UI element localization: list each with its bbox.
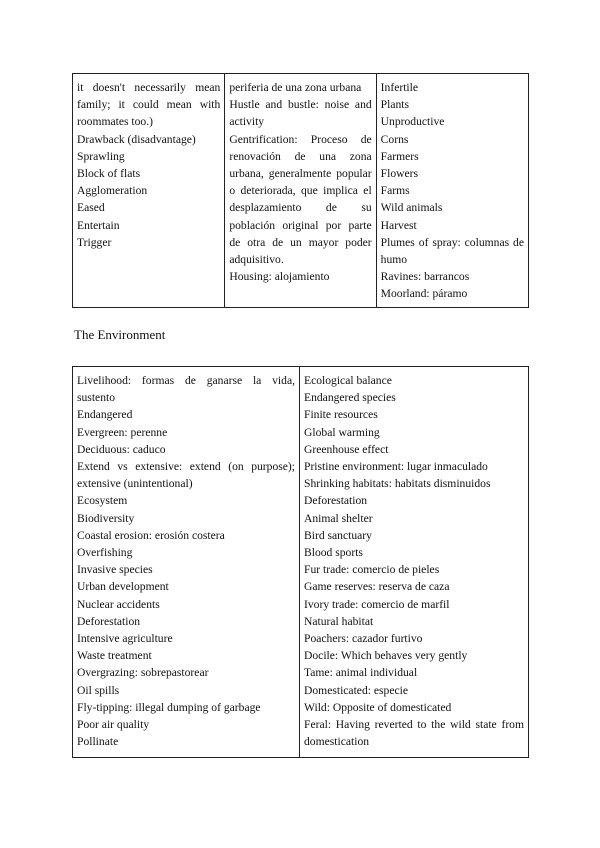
table2-entry: Wild: Opposite of domesticated	[304, 700, 452, 714]
table2-entry: Endangered	[77, 408, 133, 422]
table2-column-2	[299, 367, 528, 757]
table1-column-1	[73, 74, 224, 307]
table1-entry: Farmers	[380, 149, 419, 163]
table2-entry: Ecological balance	[304, 374, 392, 387]
table1-entry: Ravines: barrancos	[380, 270, 470, 284]
table2-entry: Game reserves: reserva de caza	[304, 580, 450, 594]
table2-entry: Evergreen: perenne	[77, 425, 168, 439]
table2-entry: Deciduous: caduco	[77, 442, 166, 456]
table2-entry: Fly-tipping: illegal dumping of garbage	[77, 700, 261, 714]
table1-entry: Gentrification: Proceso de renovación de una zona urbana, generalmente popular o deteriorada, que implica el desplazamiento de su población original por parte de otra de un mayor poder adquisitivo.	[229, 132, 372, 267]
table2-entry: Ecosystem	[77, 494, 128, 508]
table2-entry: Blood sports	[304, 546, 363, 560]
table2-entry: Nuclear accidents	[77, 597, 160, 611]
table1-entry: Housing: alojamiento	[229, 270, 330, 284]
table1-entry: Block of flats	[77, 167, 141, 181]
table1-entry: Moorland: páramo	[380, 287, 468, 301]
table1-entry: it doesn't necessarily mean family; it could mean with roommates too.)	[77, 81, 221, 129]
vocabulary-table-urban-rural	[72, 73, 529, 308]
table1-entry: Plumes of spray: columnas de humo	[380, 235, 524, 267]
table2-entry: Ivory trade: comercio de marfil	[304, 597, 450, 611]
table2-entry: Greenhouse effect	[304, 442, 389, 456]
table2-entry: Pollinate	[77, 735, 119, 749]
table1-entry: Entertain	[77, 218, 120, 232]
table2-entry: Intensive agriculture	[77, 632, 173, 646]
table1-entry: Harvest	[380, 218, 417, 232]
table1-entry: Wild animals	[380, 201, 443, 215]
table1-entry: periferia de una zona urbana	[229, 81, 362, 94]
table2-entry: Endangered species	[304, 391, 396, 405]
table2-entry: Pristine environment: lugar inmaculado	[304, 460, 488, 474]
table2-entry: Feral: Having reverted to the wild state from domestication	[304, 718, 524, 749]
table2-entry: Overfishing	[77, 546, 133, 560]
table2-entry: Natural habitat	[304, 614, 374, 628]
table2-entry: Fur trade: comercio de pieles	[304, 563, 440, 577]
table2-entry: Shrinking habitats: habitats disminuidos	[304, 477, 491, 491]
table2-entry: Poachers: cazador furtivo	[304, 632, 423, 646]
table2-entry: Animal shelter	[304, 511, 373, 525]
table2-entry: Finite resources	[304, 408, 378, 422]
table2-entry: Docile: Which behaves very gently	[304, 649, 468, 663]
table1-column-2	[224, 74, 375, 307]
table2-entry: Poor air quality	[77, 718, 150, 732]
table2-column-1	[73, 367, 299, 757]
table1-entry: Infertile	[380, 81, 419, 94]
table1-entry: Corns	[380, 132, 409, 146]
table2-entry: Tame: animal individual	[304, 666, 418, 680]
table2-entry: Domesticated: especie	[304, 683, 408, 697]
table1-entry: Trigger	[77, 235, 112, 249]
section-heading: The Environment	[74, 327, 166, 342]
table1-entry: Drawback (disadvantage)	[77, 132, 196, 146]
table2-entry: Biodiversity	[77, 511, 135, 525]
table2-entry: Global warming	[304, 425, 380, 439]
table1-entry: Plants	[380, 98, 410, 112]
table1-entry: Flowers	[380, 167, 419, 181]
table2-entry: Oil spills	[77, 683, 120, 697]
table1-column-3	[376, 74, 528, 307]
table1-entry: Unproductive	[380, 115, 445, 129]
table2-entry: Overgrazing: sobrepastorear	[77, 666, 209, 680]
table1-entry: Sprawling	[77, 149, 125, 163]
table1-entry: Eased	[77, 201, 105, 215]
table2-entry: Deforestation	[77, 614, 141, 628]
table2-entry: Waste treatment	[77, 649, 152, 663]
table2-entry: Livelihood: formas de ganarse la vida, sustento	[77, 374, 295, 405]
vocabulary-table-environment	[72, 366, 529, 758]
table2-entry: Coastal erosion: erosión costera	[77, 528, 225, 542]
table1-entry: Hustle and bustle: noise and activity	[229, 98, 372, 129]
table1-entry: Farms	[380, 184, 410, 198]
table2-entry: Urban development	[77, 580, 169, 594]
table2-entry: Invasive species	[77, 563, 153, 577]
table2-entry: Deforestation	[304, 494, 368, 508]
table1-entry: Agglomeration	[77, 184, 148, 198]
table2-entry: Extend vs extensive: extend (on purpose); extensive (unintentional)	[77, 460, 295, 491]
table2-entry: Bird sanctuary	[304, 528, 372, 542]
